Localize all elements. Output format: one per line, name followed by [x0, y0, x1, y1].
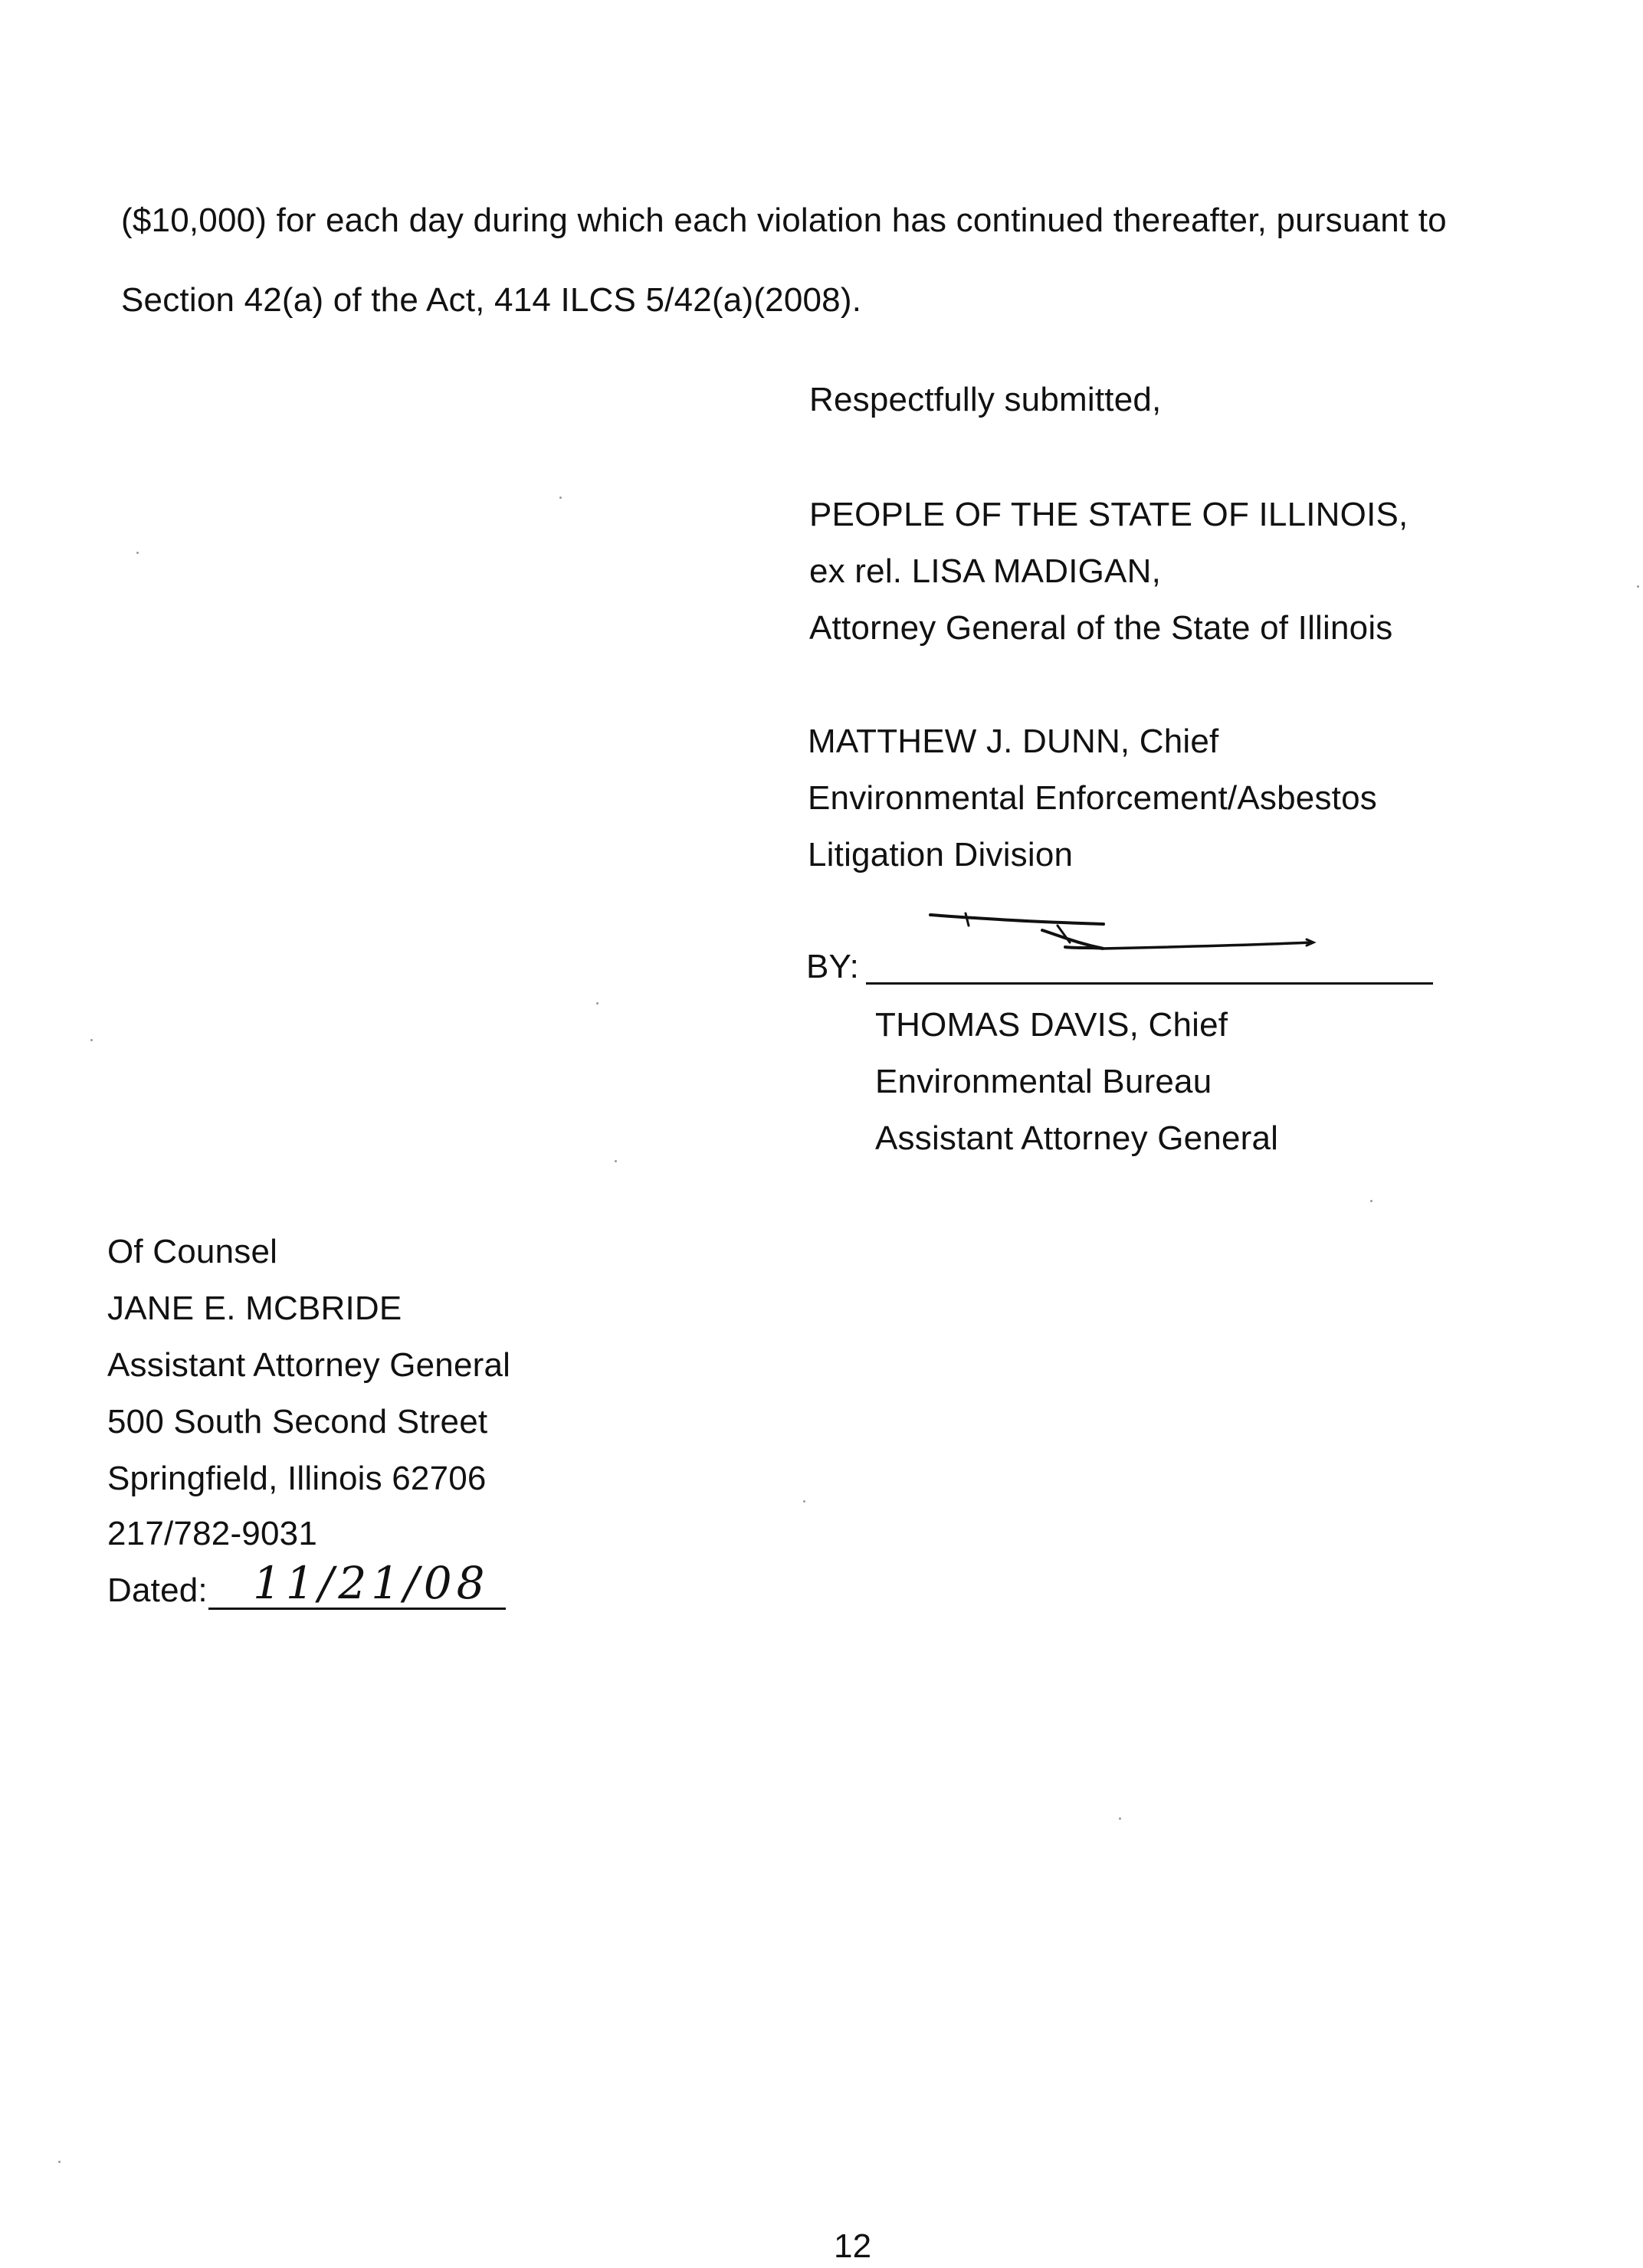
signature-line	[866, 982, 1433, 985]
counsel-name: JANE E. MCBRIDE	[107, 1290, 402, 1327]
body-text-line-2: Section 42(a) of the Act, 414 ILCS 5/42(a)(2008).	[121, 281, 862, 319]
plaintiff-line-1: PEOPLE OF THE STATE OF ILLINOIS,	[809, 496, 1409, 533]
plaintiff-line-2: ex rel. LISA MADIGAN,	[809, 552, 1162, 590]
counsel-street: 500 South Second Street	[107, 1403, 488, 1440]
scan-speck	[1119, 1817, 1121, 1820]
of-counsel-heading: Of Counsel	[107, 1233, 278, 1270]
division-line-2: Environmental Enforcement/Asbestos	[808, 779, 1377, 817]
scan-speck	[559, 497, 562, 499]
scan-speck	[803, 1500, 805, 1503]
page-number: 12	[834, 2227, 872, 2265]
scan-speck	[90, 1039, 93, 1041]
scan-speck	[615, 1160, 617, 1162]
scan-speck	[596, 1002, 598, 1005]
scan-speck	[58, 2161, 61, 2163]
by-label: BY:	[806, 948, 860, 985]
plaintiff-line-3: Attorney General of the State of Illinois	[809, 609, 1393, 647]
scan-speck	[1637, 585, 1639, 588]
closing-text: Respectfully submitted,	[809, 381, 1162, 418]
signatory-title-1: Environmental Bureau	[875, 1063, 1212, 1100]
signatory-title-2: Assistant Attorney General	[875, 1119, 1279, 1157]
division-line-3: Litigation Division	[808, 836, 1074, 873]
scan-speck	[136, 552, 139, 554]
handwritten-date: 11/21/08	[253, 1557, 490, 1609]
division-line-1: MATTHEW J. DUNN, Chief	[808, 723, 1219, 760]
counsel-city: Springfield, Illinois 62706	[107, 1460, 487, 1497]
counsel-phone: 217/782-9031	[107, 1515, 317, 1552]
counsel-title: Assistant Attorney General	[107, 1346, 511, 1384]
body-text-line-1: ($10,000) for each day during which each violation has continued thereafter, pursuant to	[121, 202, 1447, 239]
dated-label: Dated:	[107, 1572, 208, 1609]
signatory-name: THOMAS DAVIS, Chief	[875, 1006, 1228, 1044]
scan-speck	[1370, 1200, 1372, 1202]
handwritten-signature	[920, 904, 1349, 965]
